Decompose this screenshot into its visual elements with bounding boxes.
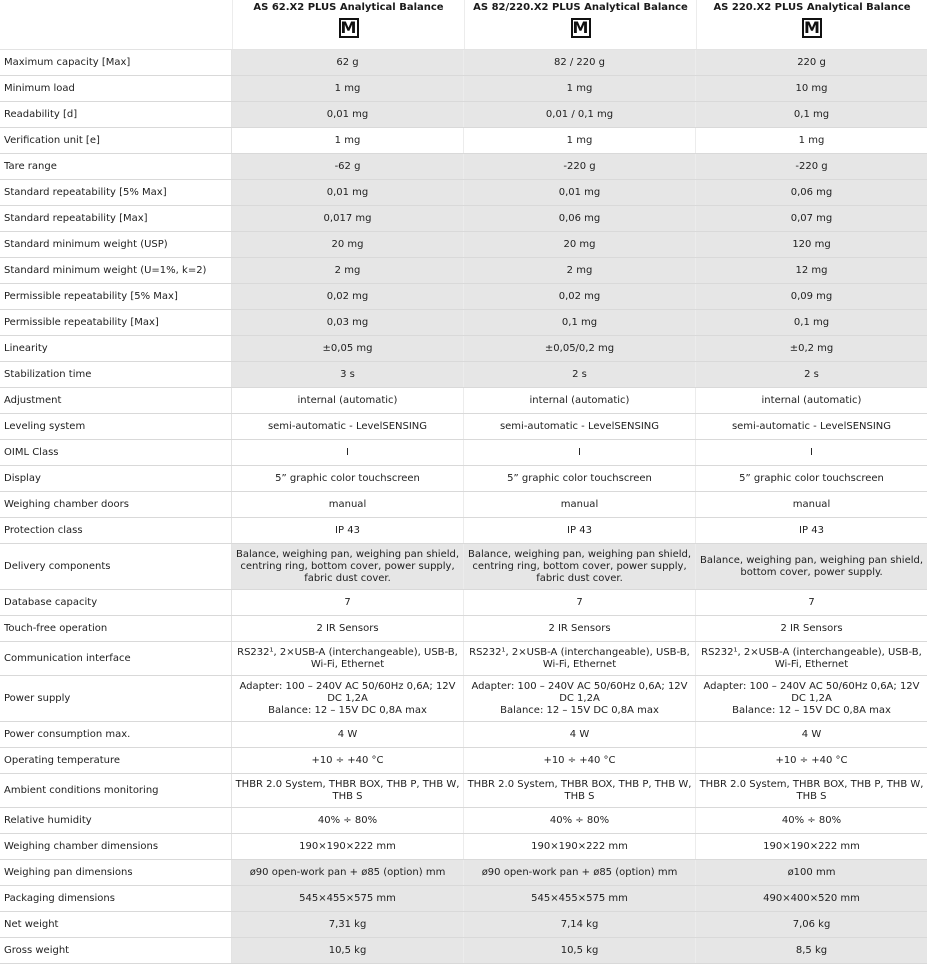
value-cell: 10,5 kg xyxy=(232,938,464,963)
value-cell: 4 W xyxy=(232,722,464,747)
row-label: Ambient conditions monitoring xyxy=(0,774,232,807)
value-cell: 82 / 220 g xyxy=(464,50,696,75)
value-cell: THBR 2.0 System, THBR BOX, THB P, THB W, THB S xyxy=(464,774,696,807)
row-label: Stabilization time xyxy=(0,362,232,387)
header-corner-cell xyxy=(0,0,232,49)
value-cell: -62 g xyxy=(232,154,464,179)
value-cell: 5” graphic color touchscreen xyxy=(232,466,464,491)
value-cell: Adapter: 100 – 240V AC 50/60Hz 0,6A; 12V DC 1,2A Balance: 12 – 15V DC 0,8A max xyxy=(464,676,696,721)
row-label: Linearity xyxy=(0,336,232,361)
value-cell: 12 mg xyxy=(696,258,927,283)
value-cell: 1 mg xyxy=(232,76,464,101)
table-row xyxy=(0,938,927,964)
row-label: Communication interface xyxy=(0,642,232,675)
table-row xyxy=(0,748,927,774)
value-cell: 5” graphic color touchscreen xyxy=(696,466,927,491)
product-header-2 xyxy=(464,0,696,49)
value-cell: IP 43 xyxy=(696,518,927,543)
row-label: Gross weight xyxy=(0,938,232,963)
metrology-mark-icon: M xyxy=(571,18,591,38)
row-label: Relative humidity xyxy=(0,808,232,833)
value-cell: RS232¹, 2×USB-A (interchangeable), USB-B, Wi-Fi, Ethernet xyxy=(696,642,927,675)
table-row xyxy=(0,722,927,748)
table-row xyxy=(0,518,927,544)
value-cell: 40% ÷ 80% xyxy=(464,808,696,833)
table-row xyxy=(0,206,927,232)
product-header-1 xyxy=(232,0,464,49)
value-cell: 10,5 kg xyxy=(464,938,696,963)
value-cell: 1 mg xyxy=(696,128,927,153)
value-cell: 20 mg xyxy=(232,232,464,257)
value-cell: 0,1 mg xyxy=(464,310,696,335)
row-label: Weighing chamber dimensions xyxy=(0,834,232,859)
table-row xyxy=(0,590,927,616)
value-cell: 2 s xyxy=(696,362,927,387)
row-label: Display xyxy=(0,466,232,491)
table-row xyxy=(0,912,927,938)
value-cell: 40% ÷ 80% xyxy=(696,808,927,833)
value-cell: Adapter: 100 – 240V AC 50/60Hz 0,6A; 12V DC 1,2A Balance: 12 – 15V DC 0,8A max xyxy=(232,676,464,721)
row-label: Database capacity xyxy=(0,590,232,615)
value-cell: 0,01 / 0,1 mg xyxy=(464,102,696,127)
value-cell: Adapter: 100 – 240V AC 50/60Hz 0,6A; 12V DC 1,2A Balance: 12 – 15V DC 0,8A max xyxy=(696,676,927,721)
value-cell: internal (automatic) xyxy=(696,388,927,413)
metrology-mark-icon: M xyxy=(802,18,822,38)
value-cell: +10 ÷ +40 °C xyxy=(696,748,927,773)
row-label: Permissible repeatability [Max] xyxy=(0,310,232,335)
value-cell: ±0,2 mg xyxy=(696,336,927,361)
table-row xyxy=(0,834,927,860)
table-row xyxy=(0,440,927,466)
table-row xyxy=(0,284,927,310)
value-cell: 545×455×575 mm xyxy=(232,886,464,911)
product-name: AS 220.X2 PLUS Analytical Balance xyxy=(713,2,911,13)
product-name: AS 62.X2 PLUS Analytical Balance xyxy=(253,2,444,13)
table-row xyxy=(0,362,927,388)
value-cell: ø100 mm xyxy=(696,860,927,885)
value-cell: 7 xyxy=(464,590,696,615)
table-row xyxy=(0,128,927,154)
value-cell: +10 ÷ +40 °C xyxy=(464,748,696,773)
value-cell: Balance, weighing pan, weighing pan shield, centring ring, bottom cover, power supply, fabric dust cover. xyxy=(232,544,464,589)
table-row xyxy=(0,860,927,886)
value-cell: 0,01 mg xyxy=(232,180,464,205)
row-label: Standard repeatability [5% Max] xyxy=(0,180,232,205)
value-cell: 190×190×222 mm xyxy=(464,834,696,859)
table-row xyxy=(0,180,927,206)
row-label: OIML Class xyxy=(0,440,232,465)
row-label: Net weight xyxy=(0,912,232,937)
value-cell: ø90 open-work pan + ø85 (option) mm xyxy=(232,860,464,885)
row-label: Standard minimum weight (USP) xyxy=(0,232,232,257)
row-label: Adjustment xyxy=(0,388,232,413)
value-cell: 1 mg xyxy=(232,128,464,153)
value-cell: 0,06 mg xyxy=(464,206,696,231)
table-row xyxy=(0,808,927,834)
row-label: Maximum capacity [Max] xyxy=(0,50,232,75)
value-cell: 3 s xyxy=(232,362,464,387)
table-row xyxy=(0,76,927,102)
value-cell: I xyxy=(232,440,464,465)
table-row xyxy=(0,414,927,440)
value-cell: 2 mg xyxy=(232,258,464,283)
table-row xyxy=(0,102,927,128)
row-label: Power consumption max. xyxy=(0,722,232,747)
value-cell: IP 43 xyxy=(232,518,464,543)
value-cell: 4 W xyxy=(696,722,927,747)
value-cell: 120 mg xyxy=(696,232,927,257)
value-cell: ±0,05/0,2 mg xyxy=(464,336,696,361)
value-cell: 190×190×222 mm xyxy=(696,834,927,859)
value-cell: THBR 2.0 System, THBR BOX, THB P, THB W, THB S xyxy=(696,774,927,807)
value-cell: 8,5 kg xyxy=(696,938,927,963)
value-cell: 2 IR Sensors xyxy=(696,616,927,641)
value-cell: Balance, weighing pan, weighing pan shield, centring ring, bottom cover, power supply, fabric dust cover. xyxy=(464,544,696,589)
value-cell: 2 IR Sensors xyxy=(232,616,464,641)
row-label: Leveling system xyxy=(0,414,232,439)
row-label: Standard minimum weight (U=1%, k=2) xyxy=(0,258,232,283)
value-cell: internal (automatic) xyxy=(464,388,696,413)
value-cell: 1 mg xyxy=(464,76,696,101)
row-label: Power supply xyxy=(0,676,232,721)
value-cell: 0,02 mg xyxy=(464,284,696,309)
value-cell: 490×400×520 mm xyxy=(696,886,927,911)
value-cell: 2 mg xyxy=(464,258,696,283)
row-label: Packaging dimensions xyxy=(0,886,232,911)
row-label: Standard repeatability [Max] xyxy=(0,206,232,231)
row-label: Weighing pan dimensions xyxy=(0,860,232,885)
value-cell: 545×455×575 mm xyxy=(464,886,696,911)
value-cell: manual xyxy=(232,492,464,517)
value-cell: 7 xyxy=(232,590,464,615)
value-cell: Balance, weighing pan, weighing pan shield, bottom cover, power supply. xyxy=(696,544,927,589)
table-row xyxy=(0,676,927,722)
value-cell: manual xyxy=(696,492,927,517)
value-cell: 0,03 mg xyxy=(232,310,464,335)
value-cell: 2 s xyxy=(464,362,696,387)
value-cell: 0,01 mg xyxy=(232,102,464,127)
value-cell: 2 IR Sensors xyxy=(464,616,696,641)
value-cell: 190×190×222 mm xyxy=(232,834,464,859)
table-row xyxy=(0,154,927,180)
value-cell: I xyxy=(696,440,927,465)
value-cell: internal (automatic) xyxy=(232,388,464,413)
value-cell: +10 ÷ +40 °C xyxy=(232,748,464,773)
row-label: Touch-free operation xyxy=(0,616,232,641)
row-label: Permissible repeatability [5% Max] xyxy=(0,284,232,309)
value-cell: -220 g xyxy=(696,154,927,179)
value-cell: 20 mg xyxy=(464,232,696,257)
row-label: Minimum load xyxy=(0,76,232,101)
value-cell: 0,1 mg xyxy=(696,102,927,127)
row-label: Protection class xyxy=(0,518,232,543)
table-row xyxy=(0,336,927,362)
table-row xyxy=(0,232,927,258)
value-cell: 7,14 kg xyxy=(464,912,696,937)
value-cell: 4 W xyxy=(464,722,696,747)
value-cell: 0,09 mg xyxy=(696,284,927,309)
value-cell: 1 mg xyxy=(464,128,696,153)
table-row xyxy=(0,388,927,414)
table-header-row xyxy=(0,0,927,50)
value-cell: 0,01 mg xyxy=(464,180,696,205)
value-cell: -220 g xyxy=(464,154,696,179)
row-label: Tare range xyxy=(0,154,232,179)
value-cell: 0,017 mg xyxy=(232,206,464,231)
value-cell: 5” graphic color touchscreen xyxy=(464,466,696,491)
value-cell: 7 xyxy=(696,590,927,615)
value-cell: 0,02 mg xyxy=(232,284,464,309)
value-cell: manual xyxy=(464,492,696,517)
table-row xyxy=(0,50,927,76)
value-cell: ø90 open-work pan + ø85 (option) mm xyxy=(464,860,696,885)
row-label: Delivery components xyxy=(0,544,232,589)
metrology-mark-icon: M xyxy=(339,18,359,38)
row-label: Weighing chamber doors xyxy=(0,492,232,517)
value-cell: 0,06 mg xyxy=(696,180,927,205)
table-row xyxy=(0,258,927,284)
product-header-3 xyxy=(696,0,927,49)
row-label: Verification unit [e] xyxy=(0,128,232,153)
value-cell: I xyxy=(464,440,696,465)
table-row xyxy=(0,616,927,642)
product-name: AS 82/220.X2 PLUS Analytical Balance xyxy=(473,2,688,13)
table-row xyxy=(0,886,927,912)
value-cell: 10 mg xyxy=(696,76,927,101)
value-cell: RS232¹, 2×USB-A (interchangeable), USB-B, Wi-Fi, Ethernet xyxy=(464,642,696,675)
row-label: Operating temperature xyxy=(0,748,232,773)
table-row xyxy=(0,492,927,518)
value-cell: IP 43 xyxy=(464,518,696,543)
table-row xyxy=(0,642,927,676)
value-cell: ±0,05 mg xyxy=(232,336,464,361)
value-cell: semi-automatic - LevelSENSING xyxy=(696,414,927,439)
value-cell: 62 g xyxy=(232,50,464,75)
value-cell: 0,07 mg xyxy=(696,206,927,231)
value-cell: 0,1 mg xyxy=(696,310,927,335)
value-cell: 40% ÷ 80% xyxy=(232,808,464,833)
value-cell: semi-automatic - LevelSENSING xyxy=(232,414,464,439)
table-row xyxy=(0,466,927,492)
table-row xyxy=(0,310,927,336)
value-cell: RS232¹, 2×USB-A (interchangeable), USB-B, Wi-Fi, Ethernet xyxy=(232,642,464,675)
value-cell: semi-automatic - LevelSENSING xyxy=(464,414,696,439)
value-cell: THBR 2.0 System, THBR BOX, THB P, THB W, THB S xyxy=(232,774,464,807)
table-row xyxy=(0,544,927,590)
value-cell: 7,06 kg xyxy=(696,912,927,937)
value-cell: 7,31 kg xyxy=(232,912,464,937)
value-cell: 220 g xyxy=(696,50,927,75)
row-label: Readability [d] xyxy=(0,102,232,127)
table-row xyxy=(0,774,927,808)
table-body xyxy=(0,50,927,964)
